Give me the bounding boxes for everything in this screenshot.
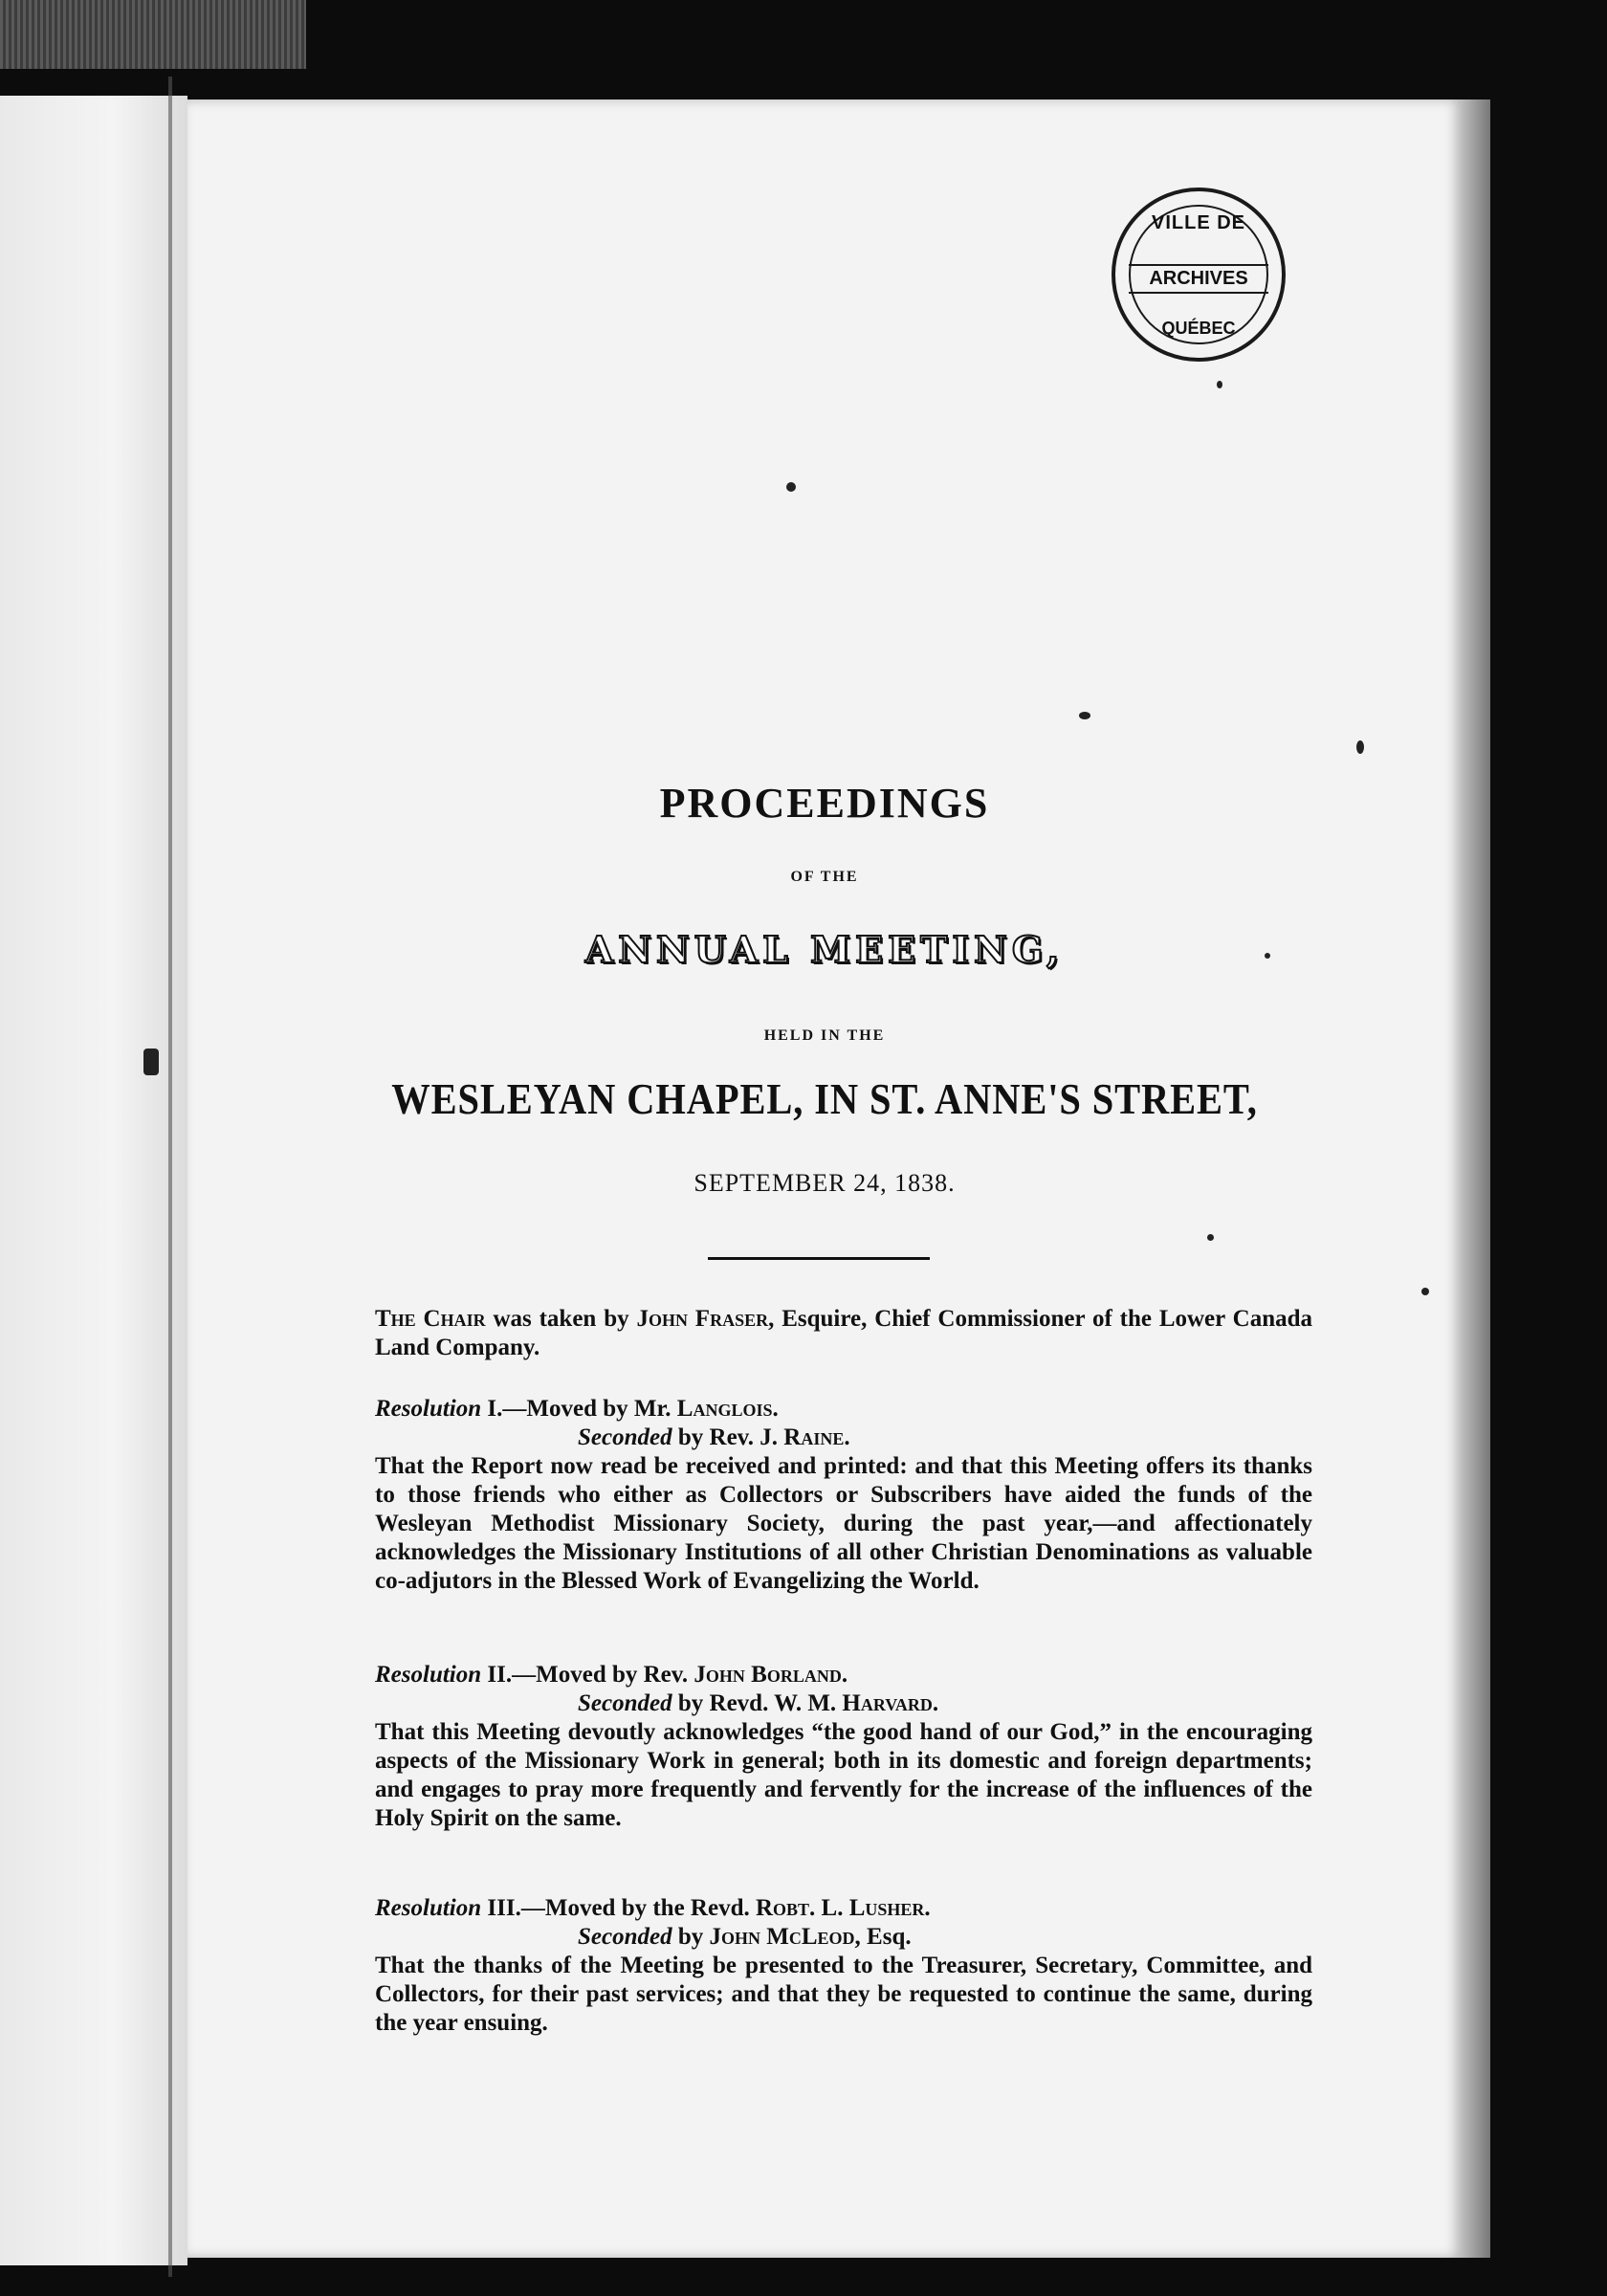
resolution-1-seconded-label: Seconded xyxy=(578,1424,672,1450)
resolution-1-moved xyxy=(375,1395,779,1424)
stamp-top-text: VILLE DE xyxy=(1151,212,1245,233)
document-title: PROCEEDINGS xyxy=(659,780,990,827)
of-the-line: OF THE xyxy=(790,869,859,885)
resolution-3-seconded xyxy=(578,1923,912,1952)
resolution-1-moved-end: . xyxy=(772,1396,779,1422)
resolution-3-mover: Robt. L. Lusher xyxy=(755,1895,925,1921)
dust-speck xyxy=(1207,1234,1214,1241)
archive-stamp xyxy=(1112,188,1286,362)
resolution-3-moved xyxy=(375,1894,931,1923)
resolution-1-number: I. xyxy=(487,1396,503,1422)
resolution-2-label: Resolution xyxy=(375,1662,482,1688)
resolution-3-label: Resolution xyxy=(375,1895,482,1921)
resolution-3-seconder: John McLeod xyxy=(709,1924,855,1950)
resolution-3-seconded-text: by xyxy=(671,1924,710,1950)
resolution-3-number: III. xyxy=(487,1895,521,1921)
resolution-2-seconded-text: by Revd. W. M. xyxy=(671,1690,843,1716)
chair-text-2: , Esquire, Chief Commissioner of the Lower Canada Land Company. xyxy=(375,1306,1313,1360)
place-heading: WESLEYAN CHAPEL, IN ST. ANNE'S STREET, xyxy=(391,1074,1258,1123)
resolution-1-seconded-end: . xyxy=(844,1424,850,1450)
dust-speck xyxy=(786,482,796,492)
resolution-2-number: II. xyxy=(487,1662,513,1688)
previous-page-edge xyxy=(0,96,187,2265)
resolution-2-moved-text: —Moved by Rev. xyxy=(512,1662,694,1688)
chair-text-1: was taken by xyxy=(485,1306,637,1332)
resolution-2-seconded xyxy=(578,1689,938,1718)
resolution-2-text: That this Meeting devoutly acknowledges “the good hand of our God,” in the encouraging aspects of the Missionary Work in general; both in its domestic and foreign departments; and engages to pray more frequently and fervently for the increase of the influences of the Holy Spirit on the same. xyxy=(375,1719,1312,1831)
meeting-heading: ANNUAL MEETING, xyxy=(584,928,1065,971)
resolution-1-seconded-text: by Rev. J. xyxy=(671,1424,784,1450)
binding-strip xyxy=(0,0,306,69)
stamp-middle-text: ARCHIVES xyxy=(1129,264,1268,294)
page-right-edge xyxy=(1462,99,1490,2258)
resolution-2-seconded-end: . xyxy=(932,1690,939,1716)
resolution-3-seconded-end: , Esq. xyxy=(854,1924,912,1950)
resolution-1-seconder: Raine xyxy=(783,1424,845,1450)
gutter-line xyxy=(168,77,172,2277)
resolution-2-moved xyxy=(375,1661,848,1689)
resolution-3-moved-end: . xyxy=(924,1895,931,1921)
held-in-line: HELD IN THE xyxy=(763,1027,886,1044)
resolution-1-seconded xyxy=(578,1424,850,1452)
resolution-2-seconded-label: Seconded xyxy=(578,1690,672,1716)
resolution-2-mover: John Borland xyxy=(693,1662,842,1688)
chair-name: John Fraser xyxy=(636,1306,769,1332)
resolution-3-moved-text: —Moved by the Revd. xyxy=(520,1895,756,1921)
meeting-date: SEPTEMBER 24, 1838. xyxy=(693,1169,956,1197)
chair-paragraph xyxy=(375,1305,1312,1362)
resolution-1-mover: Langlois xyxy=(676,1396,773,1422)
resolution-3-text: That the thanks of the Meeting be presented to the Treasurer, Secretary, Committee, and Collectors, for their past services; and that they be requested to continue the same, during the year ensuing. xyxy=(375,1953,1312,2036)
resolution-1-label: Resolution xyxy=(375,1396,482,1422)
dust-speck xyxy=(1217,381,1222,388)
resolution-1-moved-text: —Moved by Mr. xyxy=(502,1396,677,1422)
dust-speck xyxy=(143,1049,159,1075)
chair-lead: The Chair xyxy=(375,1306,486,1332)
section-divider xyxy=(708,1257,930,1260)
dust-speck xyxy=(1356,740,1364,754)
resolution-1-text: That the Report now read be received and printed: and that this Meeting offers its thanks to those friends who either as Collectors or Subscribers have aided the funds of the Wesleyan Methodist Missionary Society, during the past year,—and affectionately acknowledges the Missionary Institutions of all other Christian Denominations as valuable co-adjutors in the Blessed Work of Evangelizing the World. xyxy=(375,1453,1312,1594)
dust-speck xyxy=(1079,712,1090,719)
resolution-2-seconder: Harvard xyxy=(842,1690,933,1716)
dust-speck xyxy=(1421,1288,1429,1295)
resolution-3-seconded-label: Seconded xyxy=(578,1924,672,1950)
resolution-2-moved-end: . xyxy=(841,1662,848,1688)
stamp-bottom-text: QUÉBEC xyxy=(1161,319,1236,338)
